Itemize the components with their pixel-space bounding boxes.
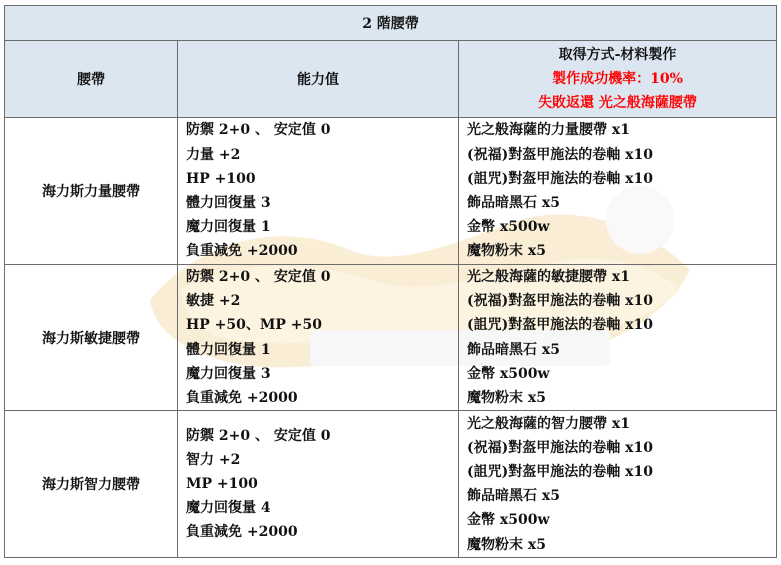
material-line: (祝福)對盔甲施法的卷軸 x10 <box>467 146 653 163</box>
belt-table <box>4 5 777 558</box>
header-fail-return: 失敗返還 光之般海薩腰帶 <box>538 95 697 111</box>
belt-name: 海力斯敏捷腰帶 <box>5 265 178 411</box>
belt-name: 海力斯智力腰帶 <box>5 411 178 558</box>
material-line: 魔物粉末 x5 <box>467 536 546 553</box>
stats-cell <box>178 265 459 411</box>
stat-line: 防禦 2+0 、 安定值 0 <box>186 122 331 139</box>
table-title: 2 階腰帶 <box>5 6 777 41</box>
stat-line: 魔力回復量 1 <box>186 219 271 236</box>
material-line: 光之般海薩的力量腰帶 x1 <box>467 122 630 139</box>
table-row <box>5 411 777 558</box>
stat-line: 負重減免 +2000 <box>186 389 298 406</box>
material-line: (詛咒)對盔甲施法的卷軸 x10 <box>467 317 653 334</box>
material-line: (詛咒)對盔甲施法的卷軸 x10 <box>467 170 653 187</box>
materials-cell <box>459 118 777 265</box>
stat-line: 魔力回復量 3 <box>186 365 271 382</box>
material-line: 魔物粉末 x5 <box>467 389 546 406</box>
material-line: 飾品暗黑石 x5 <box>467 195 560 211</box>
header-belt: 腰帶 <box>5 41 178 118</box>
material-line: 光之般海薩的智力腰帶 x1 <box>467 415 630 432</box>
stat-line: 體力回復量 1 <box>186 341 271 358</box>
stat-line: 魔力回復量 4 <box>186 500 271 517</box>
material-line: 光之般海薩的敏捷腰帶 x1 <box>467 269 630 285</box>
stat-line: 體力回復量 3 <box>186 195 271 211</box>
materials-cell <box>459 411 777 558</box>
stat-line: 智力 +2 <box>186 451 241 468</box>
table-row <box>5 118 777 265</box>
stat-line: 負重減免 +2000 <box>186 243 298 260</box>
material-line: 金幣 x500w <box>467 512 550 529</box>
stat-line: 防禦 2+0 、 安定值 0 <box>186 269 331 285</box>
material-line: 飾品暗黑石 x5 <box>467 488 560 505</box>
material-line: 魔物粉末 x5 <box>467 243 546 260</box>
material-line: (祝福)對盔甲施法的卷軸 x10 <box>467 293 653 310</box>
stat-line: HP +50、MP +50 <box>186 317 322 334</box>
header-method-title: 取得方式-材料製作 <box>558 47 677 63</box>
stat-line: 防禦 2+0 、 安定值 0 <box>186 427 331 444</box>
materials-cell <box>459 265 777 411</box>
material-line: (詛咒)對盔甲施法的卷軸 x10 <box>467 463 653 480</box>
stat-line: 負重減免 +2000 <box>186 524 298 541</box>
header-success-rate: 製作成功機率：10% <box>552 71 683 87</box>
table-row <box>5 265 777 411</box>
belt-name: 海力斯力量腰帶 <box>5 118 178 265</box>
stat-line: 力量 +2 <box>186 146 241 163</box>
stats-cell <box>178 118 459 265</box>
header-stats: 能力值 <box>178 41 459 118</box>
stat-line: MP +100 <box>186 476 258 493</box>
stat-line: 敏捷 +2 <box>186 293 241 310</box>
material-line: (祝福)對盔甲施法的卷軸 x10 <box>467 439 653 456</box>
material-line: 飾品暗黑石 x5 <box>467 341 560 358</box>
header-method <box>459 41 777 118</box>
material-line: 金幣 x500w <box>467 365 550 382</box>
stats-cell <box>178 411 459 558</box>
stat-line: HP +100 <box>186 170 256 187</box>
material-line: 金幣 x500w <box>467 219 550 236</box>
